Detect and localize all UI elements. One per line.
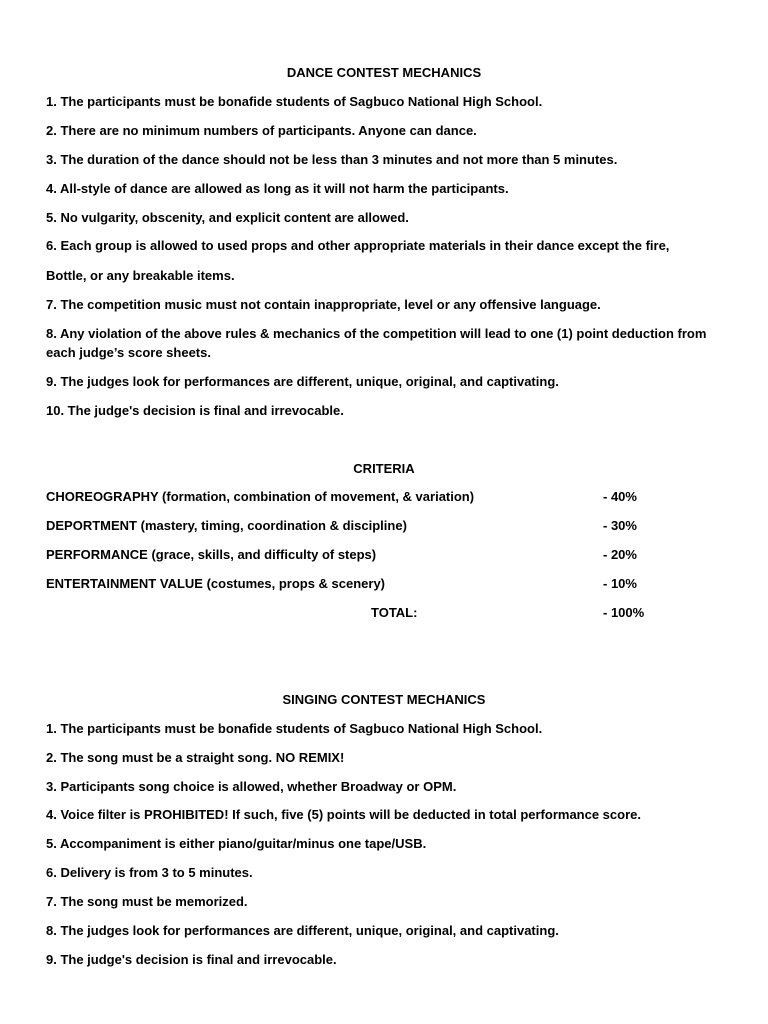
dance-rule-8: 8. Any violation of the above rules & mechanics of the competition will lead to one (1) point deduction from each judge’s score sheets. [46,326,707,360]
singing-rule-8: 8. The judges look for performances are different, unique, original, and captivating. [46,923,559,938]
singing-rule-2: 2. The song must be a straight song. NO REMIX! [46,750,345,765]
criteria-item-entertainment: ENTERTAINMENT VALUE (costumes, props & scenery) [46,576,386,591]
dance-rule-7: 7. The competition music must not contain inappropriate, level or any offensive language. [46,297,601,312]
criteria-title: CRITERIA [353,461,415,476]
singing-rule-6: 6. Delivery is from 3 to 5 minutes. [46,865,253,880]
dance-rule-3: 3. The duration of the dance should not be less than 3 minutes and not more than 5 minutes. [46,152,618,167]
criteria-value-choreography: - 40% [603,489,637,504]
dance-title: DANCE CONTEST MECHANICS [286,65,482,80]
criteria-value-entertainment: - 10% [603,576,637,591]
singing-rule-7: 7. The song must be memorized. [46,894,248,909]
dance-rule-2: 2. There are no minimum numbers of participants. Anyone can dance. [46,123,477,138]
criteria-item-deportment: DEPORTMENT (mastery, timing, coordination & discipline) [46,518,407,533]
singing-rule-9: 9. The judge's decision is final and irrevocable. [46,952,337,967]
dance-rule-6: 6. Each group is allowed to used props and other appropriate materials in their dance except the fire, [46,238,670,253]
dance-rule-4: 4. All-style of dance are allowed as long as it will not harm the participants. [46,181,509,196]
dance-rule-1: 1. The participants must be bonafide students of Sagbuco National High School. [46,94,543,109]
singing-rule-4: 4. Voice filter is PROHIBITED! If such, five (5) points will be deducted in total performance score. [46,807,641,822]
singing-rule-3: 3. Participants song choice is allowed, whether Broadway or OPM. [46,779,457,794]
dance-rule-10: 10. The judge's decision is final and irrevocable. [46,403,344,418]
singing-title: SINGING CONTEST MECHANICS [282,692,486,707]
dance-rule-9: 9. The judges look for performances are different, unique, original, and captivating. [46,374,559,389]
dance-rule-6-cont: Bottle, or any breakable items. [46,268,235,283]
singing-rule-5: 5. Accompaniment is either piano/guitar/minus one tape/USB. [46,836,427,851]
criteria-value-performance: - 20% [603,547,637,562]
criteria-total-label: TOTAL: [371,605,418,620]
criteria-item-choreography: CHOREOGRAPHY (formation, combination of movement, & variation) [46,489,475,504]
criteria-value-deportment: - 30% [603,518,637,533]
singing-rule-1: 1. The participants must be bonafide students of Sagbuco National High School. [46,721,543,736]
criteria-total-value: - 100% [603,605,645,620]
dance-rule-5: 5. No vulgarity, obscenity, and explicit content are allowed. [46,210,409,225]
criteria-item-performance: PERFORMANCE (grace, skills, and difficulty of steps) [46,547,377,562]
